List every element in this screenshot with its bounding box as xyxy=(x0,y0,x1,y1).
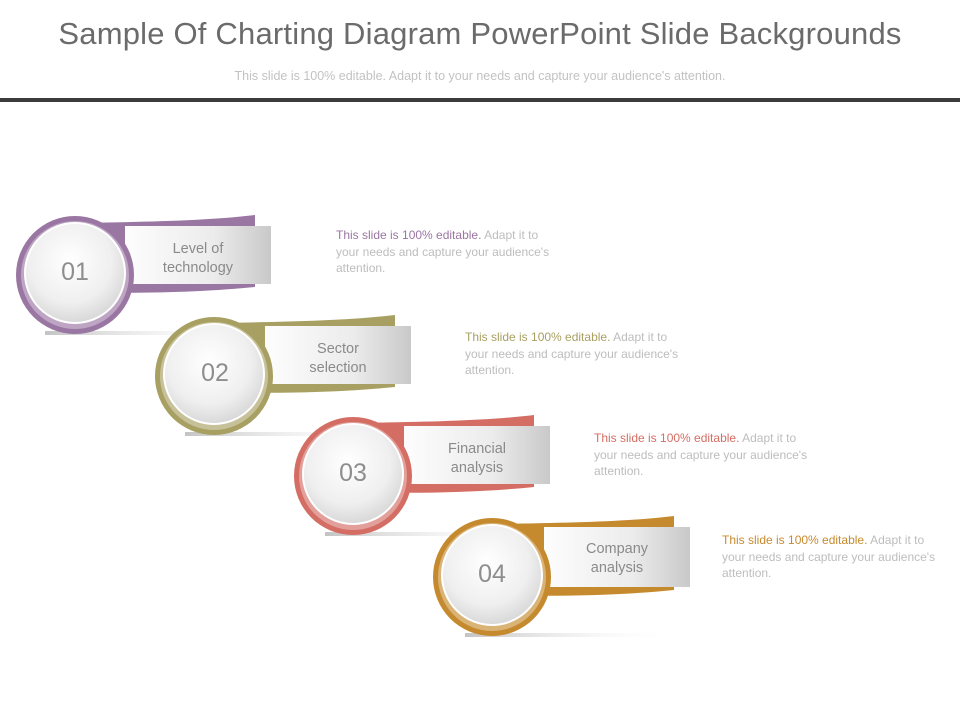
step-1-label-line1: Level of xyxy=(172,241,224,257)
step-3-label xyxy=(417,440,537,478)
step-2-description-rest: Adapt it to your needs and capture your audience's attention. xyxy=(465,330,679,377)
step-2-number: 02 xyxy=(201,359,229,387)
step-4-description xyxy=(722,532,937,582)
step-1-description xyxy=(336,227,551,277)
step-4-description-rest: Adapt it to your needs and capture your audience's attention. xyxy=(722,533,936,580)
step-4-label-line2: analysis xyxy=(590,560,644,576)
step-3-description xyxy=(594,430,809,480)
step-2-label-line2: selection xyxy=(309,360,367,376)
step-2-description xyxy=(465,329,680,379)
step-1-description-rest: Adapt it to your needs and capture your audience's attention. xyxy=(336,228,550,275)
step-3-description-rest: Adapt it to your needs and capture your audience's attention. xyxy=(594,431,808,478)
step-2-label-line1: Sector xyxy=(317,341,359,357)
step-1-description-lead: This slide is 100% editable. xyxy=(336,228,482,242)
step-3-description-lead: This slide is 100% editable. xyxy=(594,431,740,445)
step-3-label-line1: Financial xyxy=(447,441,507,457)
step-1-label xyxy=(138,240,258,278)
slide-subtitle: This slide is 100% editable. Adapt it to your needs and capture your audience's attention. xyxy=(234,69,726,83)
step-1-label-line2: technology xyxy=(162,260,234,276)
step-2-label xyxy=(278,340,398,378)
slide-title: Sample Of Charting Diagram PowerPoint Slide Backgrounds xyxy=(58,16,902,51)
step-3-label-line2: analysis xyxy=(450,460,504,476)
step-4-number: 04 xyxy=(478,560,506,588)
step-4-label-line1: Company xyxy=(585,541,649,557)
step-4-label xyxy=(557,540,677,578)
step-2-description-lead: This slide is 100% editable. xyxy=(465,330,611,344)
step-4-description-lead: This slide is 100% editable. xyxy=(722,533,868,547)
step-3-number: 03 xyxy=(339,459,367,487)
step-1-number: 01 xyxy=(61,258,89,286)
